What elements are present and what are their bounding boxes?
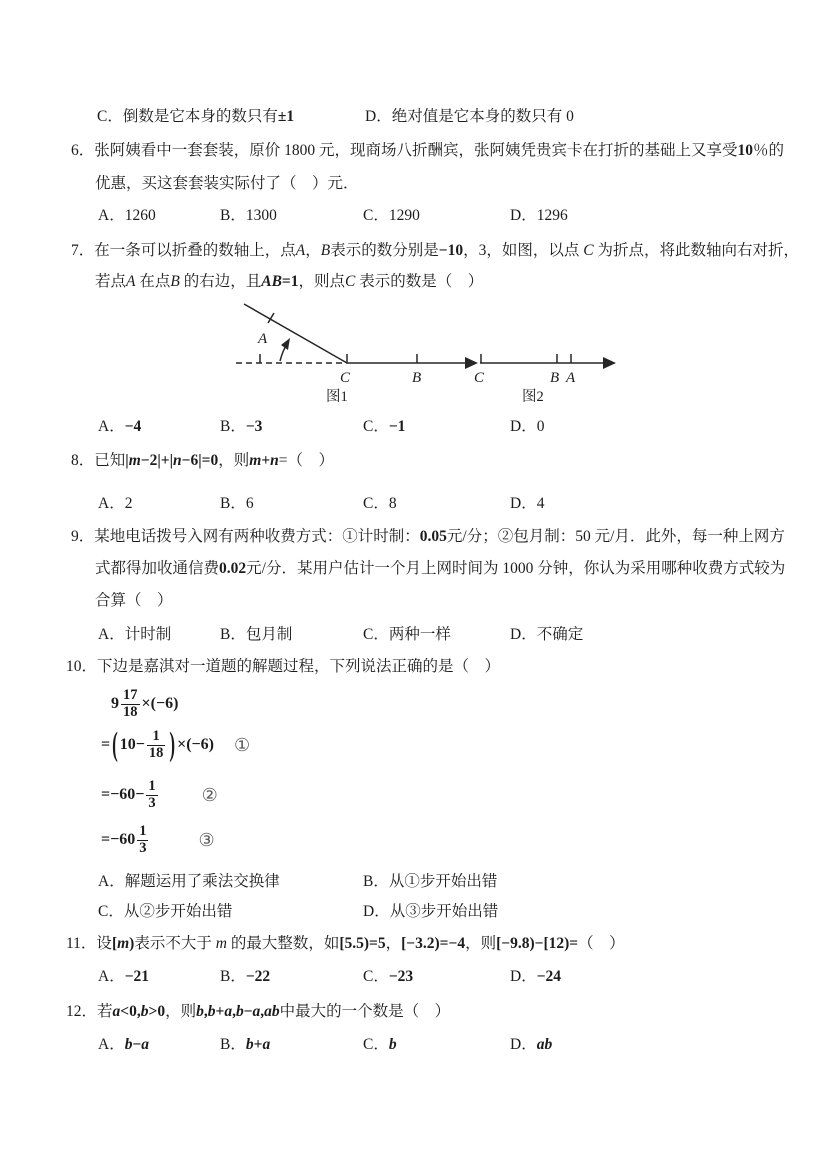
work3-fraction: $\frac{1}{3}$ [148,778,156,811]
work1-fraction: $\frac{17}{18}$ [123,687,138,720]
fig1-fold-arrowhead [281,338,290,350]
work2-rest: ×(−6) [177,736,214,754]
q6-option-b: B．1300 [220,207,277,224]
q7-option-c: C．−1 [363,418,406,435]
work4-expr: =−60 [101,831,136,849]
q7-option-d: D．0 [510,418,545,435]
q12-option-a: A．b−a [98,1036,150,1053]
fig1-axis-arrowhead [465,357,478,369]
q10-option-b: B．从①步开始出错 [363,873,498,890]
number-line-figure [228,298,658,408]
work2-inner: 10− [119,736,145,754]
q12-option-b: B．b+a [220,1036,271,1053]
q7-stem-line-2: 若点A 在点B 的右边，且AB=1，则点C 表示的数是（ ） [95,273,484,290]
fig2-caption: 图2 [522,389,544,405]
q10-option-a: A．解题运用了乘法交换律 [98,873,280,890]
q6-option-d: D．1296 [510,207,568,224]
fig2-axis-arrowhead [603,357,616,369]
q8-stem: 8．已知|m−2|+|n−6|=0，则m+n=（ ） [71,452,335,469]
q9-option-b: B．包月制 [220,626,293,643]
fig1-label-c: C [340,370,351,386]
q11-option-a: A．−21 [98,968,150,985]
fig1-label-b: B [412,370,422,386]
fig2-label-a: A [566,370,576,386]
q9-stem-line-3: 合算（ ） [95,592,173,609]
work1-rest: ×(−6) [141,695,179,713]
work2-fraction: $\frac{1}{18}$ [148,728,164,761]
q10-work-line-4 [101,824,215,857]
work2-step-circle-1: ① [233,734,251,755]
q5-option-d: D．绝对值是它本身的数只有 0 [365,108,574,125]
work3-step-circle-2: ② [201,784,218,805]
q7-option-a: A．−4 [98,418,142,435]
q8-option-a: A．2 [98,495,133,512]
fig1-caption: 图1 [326,389,348,405]
q10-work-line-2 [101,725,251,764]
q5-option-c: C．倒数是它本身的数只有±1 [97,108,295,125]
q9-stem-line-1: 9．某地电话拨号入网有两种收费方式：①计时制：0.05元/分；②包月制：50 元/月．此外，每一种上网方 [71,528,785,545]
q10-work-line-3 [101,779,218,812]
fig2-label-c: C [474,370,485,386]
q8-option-c: C．8 [363,495,397,512]
q11-option-d: D．−24 [510,968,562,985]
q6-stem-line-2: 优惠，买这套套装实际付了（ ）元． [95,175,359,192]
q6-stem-line-1: 6．张阿姨看中一套套装，原价 1800 元，现商场八折酬宾，张阿姨凭贵宾卡在打折的基础上又享受10％的 [71,142,785,159]
work1-whole: 9 [111,695,119,713]
q7-stem-line-1: 7．在一条可以折叠的数轴上，点A，B表示的数分别是−10，3，如图，以点 C 为折点，将此数轴向右对折， [71,242,799,259]
fig2-label-b: B [550,370,560,386]
q9-stem-line-2: 式都得加收通信费0.02元/分．某用户估计一个月上网时间为 1000 分钟，你认为采用哪种收费方式较为 [95,560,786,577]
q6-option-a: A．1260 [98,207,156,224]
q10-work-line-1 [111,688,178,721]
work4-step-circle-3: ③ [198,829,215,850]
q9-option-a: A．计时制 [98,626,172,643]
q7-option-b: B．−3 [220,418,263,435]
q9-option-c: C．两种一样 [363,626,451,643]
work2-open-paren: ( [112,725,118,764]
q10-stem: 10．下边是嘉淇对一道题的解题过程，下列说法正确的是（ ） [66,658,501,675]
work4-fraction: $\frac{1}{3}$ [139,823,147,856]
q8-option-b: B．6 [220,495,254,512]
work2-close-paren: ) [169,725,176,764]
q8-option-d: D．4 [510,495,545,512]
q6-option-c: C．1290 [363,207,420,224]
q11-option-b: B．−22 [220,968,271,985]
q11-stem: 11．设[m)表示不大于 m 的最大整数，如[5.5)=5，[−3.2)=−4，则[−9.8)−[12)=（ ） [66,935,625,952]
q10-option-c: C．从②步开始出错 [98,903,233,920]
q9-option-d: D．不确定 [510,626,584,643]
q12-option-d: D．ab [510,1036,553,1053]
work2-equals: = [101,736,111,754]
work3-expr: =−60− [101,786,145,804]
q10-option-d: D．从③步开始出错 [363,903,499,920]
q11-option-c: C．−23 [363,968,414,985]
fig1-label-a: A [258,331,268,347]
q12-option-c: C．b [363,1036,397,1053]
q12-stem: 12．若a<0,b>0，则b,b+a,b−a,ab中最大的一个数是（ ） [66,1003,451,1020]
